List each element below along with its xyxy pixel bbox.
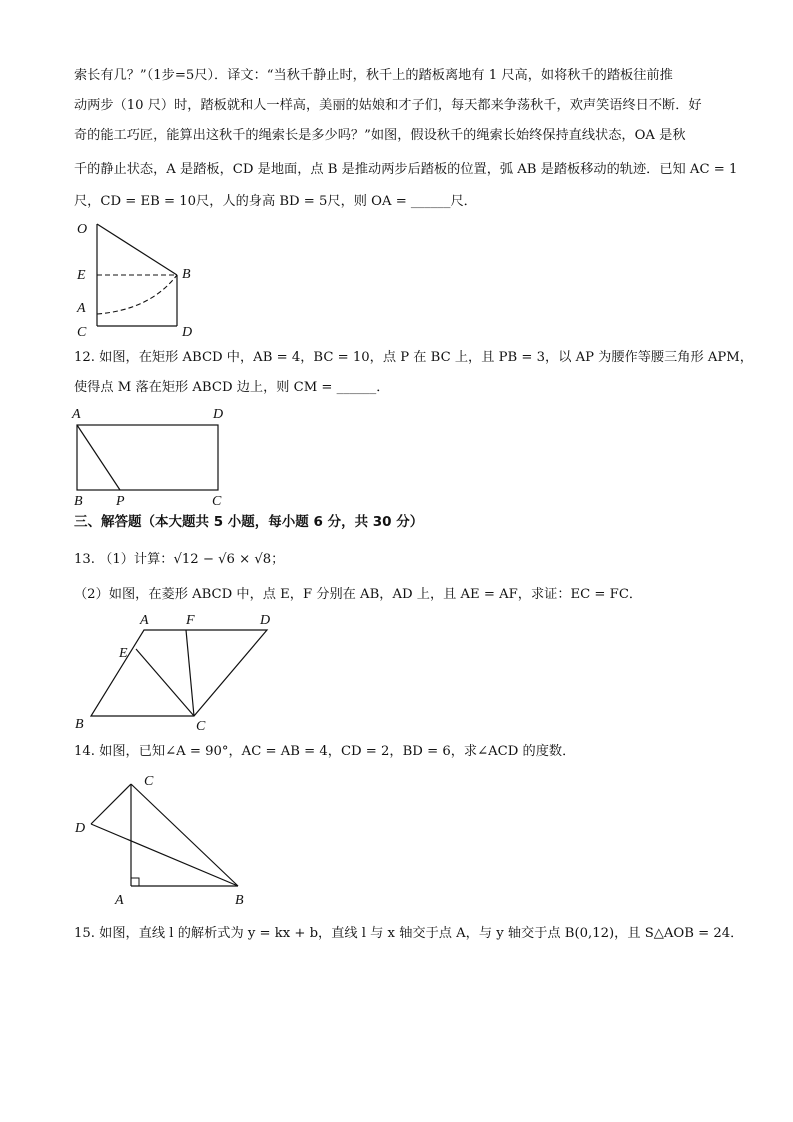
- section-heading: 三、解答题（本大题共 5 小题，每小题 6 分，共 30 分）: [74, 514, 424, 530]
- q11-line-1: 索长有几？”（1步=5尺）．译文：“当秋千静止时，秋千上的踏板离地有 1 尺高，如将秋千的踏板往前推: [74, 68, 673, 83]
- q11-line-4: 千的静止状态，A 是踏板，CD 是地面，点 B 是推动两步后踏板的位置，弧 AB 是踏板移动的轨迹．已知 AC = 1: [74, 162, 738, 177]
- rhombus-figure: [70, 610, 285, 735]
- q15-text: 15. 如图，直线 l 的解析式为 y = kx + b，直线 l 与 x 轴交于点 A，与 y 轴交于点 B(0,12)，且 S△AOB = 24．: [74, 926, 744, 941]
- q11-line-5: 尺，CD = EB = 10尺，人的身高 BD = 5尺，则 OA = ______尺．: [74, 194, 477, 209]
- label-C: C: [212, 494, 222, 507]
- label-F: F: [186, 613, 195, 628]
- label-A: A: [77, 301, 86, 316]
- label-C: C: [144, 774, 154, 789]
- label-O: O: [77, 222, 88, 237]
- label-C: C: [196, 719, 206, 734]
- label-B: B: [235, 893, 244, 908]
- q11-line-3: 奇的能工巧匠，能算出这秋千的绳索长是多少吗？”如图，假设秋千的绳索长始终保持直线状态，OA 是秋: [74, 128, 686, 143]
- rectangle-figure: [68, 402, 238, 507]
- label-P: P: [116, 494, 125, 507]
- label-D: D: [213, 407, 224, 422]
- label-B: B: [74, 494, 83, 507]
- q13-part2: （2）如图，在菱形 ABCD 中，点 E，F 分别在 AB，AD 上，且 AE = AF，求证：EC = FC．: [74, 587, 643, 602]
- q12-line-2: 使得点 M 落在矩形 ABCD 边上，则 CM = ______．: [74, 380, 390, 395]
- q14-text: 14. 如图，已知∠A = 90°，AC = AB = 4，CD = 2，BD = 6，求∠ACD 的度数．: [74, 744, 576, 759]
- label-D: D: [260, 613, 271, 628]
- q11-line-2: 动两步（10 尺）时，踏板就和人一样高，美丽的姑娘和才子们，每天都来争荡秋千，欢声笑语终日不断．好: [74, 98, 702, 113]
- label-A: A: [72, 407, 81, 422]
- label-E: E: [119, 646, 128, 661]
- label-C: C: [77, 325, 87, 340]
- triangle-figure-lower-labels: [110, 888, 250, 910]
- label-A: A: [140, 613, 149, 628]
- swing-figure: [70, 218, 200, 343]
- label-D: D: [182, 325, 193, 340]
- label-B: B: [182, 267, 191, 282]
- q13-part1: 13. （1）计算：√12 − √6 × √8；: [74, 552, 285, 567]
- label-A: A: [115, 893, 124, 908]
- label-B: B: [75, 717, 84, 732]
- q12-line-1: 12. 如图，在矩形 ABCD 中，AB = 4，BC = 10，点 P 在 BC 上，且 PB = 3，以 AP 为腰作等腰三角形 APM，: [74, 350, 753, 365]
- label-E: E: [77, 268, 86, 283]
- triangle-figure: [70, 768, 255, 888]
- label-D: D: [75, 821, 86, 836]
